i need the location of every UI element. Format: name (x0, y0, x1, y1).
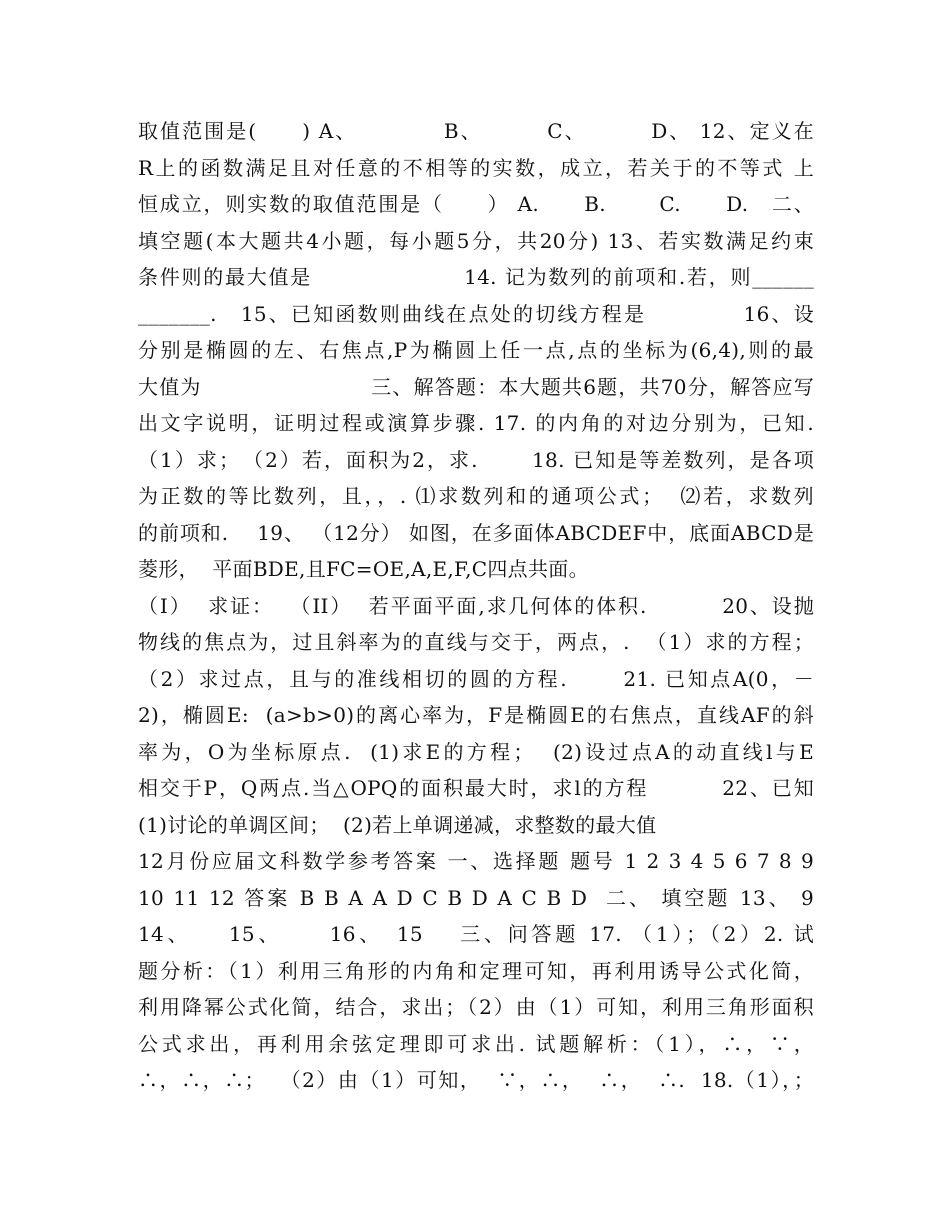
text-line: 物线的焦点为，过且斜率为的直线与交于，两点，. （1）求的方程； (138, 630, 814, 654)
text-line: 10 11 12 答案 B B A A D C B D A C B D 二、 填空题 13、 9 (138, 885, 814, 910)
text-line: 2)，椭圆E: (a>b>0)的离心率为，F是椭圆E的右焦点，直线AF的斜 (138, 703, 814, 727)
text-line: 率为，O为坐标原点. (1)求E的方程； (2)设过点A的动直线l与E (138, 739, 814, 764)
text-line: 题分析：（1）利用三角形的内角和定理可知，再利用诱导公式化简， (138, 958, 814, 983)
text-line: 大值为 三、解答题：本大题共6题，共70分，解答应写 (138, 374, 814, 399)
text-line: 恒成立，则实数的取值范围是（ ） A. B. C. D. 二、 (138, 192, 814, 216)
text-line: 分别是椭圆的左、右焦点,P为椭圆上任一点,点的坐标为(6,4),则的最 (138, 338, 814, 362)
text-line: (1)讨论的单调区间； (2)若上单调递减，求整数的最大值 (138, 812, 657, 837)
document-body (138, 113, 814, 1099)
text-line: 条件则的最大值是 14. 记为数列的前项和.若，则______ (138, 265, 814, 289)
text-line: 为正数的等比数列，且，，. ⑴求数列和的通项公式； ⑵若，求数列 (138, 484, 814, 508)
text-line: 公式求出，再利用余弦定理即可求出. 试题解析：（1），∴，∵， (138, 1031, 814, 1056)
text-line: （2）求过点，且与的准线相切的圆的方程. 21. 已知点A(0，－ (138, 666, 814, 691)
text-line: （1）求； （2）若，面积为2，求. 18. 已知是等差数列，是各项 (138, 447, 814, 472)
text-line: 菱形， 平面BDE,且FC=OE,A,E,F,C四点共面。 (138, 557, 589, 581)
text-line: 利用降幂公式化简，结合，求出；（2）由（1）可知，利用三角形面积 (138, 995, 814, 1019)
text-line: 出文字说明，证明过程或演算步骤. 17. 的内角的对边分别为，已知. (138, 411, 814, 435)
text-line: 14、 15、 16、 15 三、问答题 17. （1）；（2）2. 试 (138, 922, 814, 946)
text-line: R上的函数满足且对任意的不相等的实数，成立，若关于的不等式 上 (138, 155, 814, 180)
text-line: _______. 15、已知函数则曲线在点处的切线方程是 16、设 (138, 301, 814, 326)
text-line: 12月份应届文科数学参考答案 一、选择题 题号 1 2 3 4 5 6 7 8 9 (138, 849, 814, 873)
text-line: 取值范围是( ) A、 B、 C、 D、 12、定义在 (138, 119, 814, 143)
text-line: 相交于P，Q两点.当△OPQ的面积最大时，求l的方程 22、已知 (138, 776, 814, 800)
text-line: （I） 求证： （II） 若平面平面,求几何体的体积. 20、设抛 (138, 593, 814, 618)
text-line: 填空题(本大题共4小题，每小题5分，共20分) 13、若实数满足约束 (138, 228, 814, 253)
text-line: 的前项和. 19、 （12分） 如图，在多面体ABCDEF中，底面ABCD是 (138, 520, 814, 545)
text-line: ∴，∴，∴； （2）由（1）可知， ∵，∴， ∴， ∴. 18.（1），； (138, 1068, 814, 1092)
